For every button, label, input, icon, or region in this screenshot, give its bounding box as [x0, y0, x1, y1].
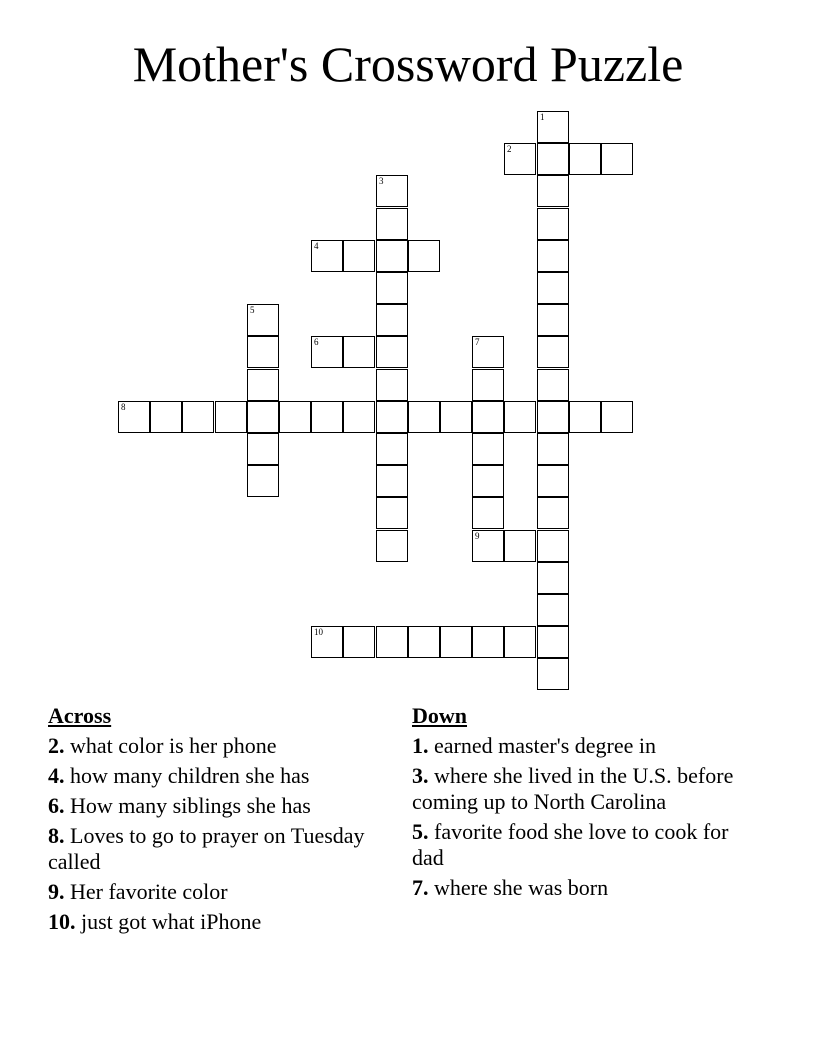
cell-number: 10	[314, 627, 323, 637]
clue-text: How many siblings she has	[70, 793, 311, 818]
crossword-cell[interactable]	[472, 336, 504, 368]
crossword-cell[interactable]	[247, 369, 279, 401]
crossword-cell[interactable]	[537, 143, 569, 175]
crossword-cell[interactable]	[408, 626, 440, 658]
cell-number: 7	[475, 337, 480, 347]
crossword-cell[interactable]	[569, 143, 601, 175]
across-heading: Across	[48, 703, 112, 728]
down-clue	[412, 733, 742, 759]
crossword-cell[interactable]	[343, 336, 375, 368]
crossword-cell[interactable]	[279, 401, 311, 433]
down-clue	[412, 763, 742, 815]
crossword-cell[interactable]	[376, 433, 408, 465]
crossword-cell[interactable]	[376, 497, 408, 529]
crossword-cell[interactable]	[376, 208, 408, 240]
down-clue	[412, 875, 742, 901]
crossword-cell[interactable]	[376, 465, 408, 497]
cell-number: 2	[507, 144, 512, 154]
crossword-cell[interactable]	[376, 336, 408, 368]
clue-text: what color is her phone	[70, 733, 277, 758]
crossword-cell[interactable]	[376, 401, 408, 433]
clue-number: 1.	[412, 733, 429, 758]
clue-number: 2.	[48, 733, 65, 758]
clue-number: 8.	[48, 823, 65, 848]
crossword-cell[interactable]	[537, 530, 569, 562]
cell-number: 6	[314, 337, 319, 347]
crossword-cell[interactable]	[215, 401, 247, 433]
cell-number: 9	[475, 531, 480, 541]
clue-number: 9.	[48, 879, 65, 904]
crossword-cell[interactable]	[537, 369, 569, 401]
down-heading: Down	[412, 703, 468, 728]
crossword-cell[interactable]	[472, 465, 504, 497]
clue-number: 6.	[48, 793, 65, 818]
crossword-cell[interactable]	[472, 401, 504, 433]
crossword-cell[interactable]	[472, 497, 504, 529]
crossword-cell[interactable]	[376, 272, 408, 304]
across-clue	[48, 909, 378, 935]
crossword-cell[interactable]	[311, 240, 343, 272]
across-clue	[48, 733, 378, 759]
crossword-cell[interactable]	[472, 530, 504, 562]
clue-text: where she was born	[434, 875, 609, 900]
crossword-cell[interactable]	[472, 369, 504, 401]
crossword-cell[interactable]	[504, 530, 536, 562]
crossword-cell[interactable]	[311, 626, 343, 658]
crossword-cell[interactable]	[376, 369, 408, 401]
crossword-cell[interactable]	[537, 465, 569, 497]
cell-number: 1	[540, 112, 545, 122]
crossword-cell[interactable]	[376, 175, 408, 207]
crossword-cell[interactable]	[376, 530, 408, 562]
crossword-cell[interactable]	[247, 465, 279, 497]
crossword-cell[interactable]	[537, 111, 569, 143]
crossword-cell[interactable]	[408, 401, 440, 433]
crossword-cell[interactable]	[537, 272, 569, 304]
crossword-cell[interactable]	[311, 336, 343, 368]
crossword-cell[interactable]	[537, 175, 569, 207]
clue-number: 3.	[412, 763, 429, 788]
crossword-cell[interactable]	[376, 626, 408, 658]
crossword-cell[interactable]	[343, 240, 375, 272]
crossword-cell[interactable]	[537, 208, 569, 240]
across-clues	[48, 703, 378, 939]
crossword-cell[interactable]	[376, 240, 408, 272]
crossword-cell[interactable]	[247, 336, 279, 368]
crossword-cell[interactable]	[504, 626, 536, 658]
clue-text: just got what iPhone	[81, 909, 262, 934]
cell-number: 8	[121, 402, 126, 412]
crossword-cell[interactable]	[537, 658, 569, 690]
crossword-cell[interactable]	[247, 433, 279, 465]
crossword-cell[interactable]	[440, 401, 472, 433]
across-clue	[48, 793, 378, 819]
crossword-cell[interactable]	[376, 304, 408, 336]
crossword-cell[interactable]	[601, 143, 633, 175]
crossword-cell[interactable]	[247, 401, 279, 433]
crossword-cell[interactable]	[537, 433, 569, 465]
crossword-cell[interactable]	[343, 401, 375, 433]
crossword-cell[interactable]	[601, 401, 633, 433]
clue-text: where she lived in the U.S. before coming up to North Carolina	[412, 763, 734, 814]
clue-text: how many children she has	[70, 763, 310, 788]
crossword-cell[interactable]	[537, 240, 569, 272]
crossword-cell[interactable]	[343, 626, 375, 658]
crossword-cell[interactable]	[472, 433, 504, 465]
clue-text: Loves to go to prayer on Tuesday called	[48, 823, 365, 874]
puzzle-title: Mother's Crossword Puzzle	[132, 36, 684, 92]
crossword-cell[interactable]	[537, 594, 569, 626]
crossword-cell[interactable]	[247, 304, 279, 336]
crossword-cell[interactable]	[537, 626, 569, 658]
cell-number: 5	[250, 305, 255, 315]
clue-number: 10.	[48, 909, 76, 934]
crossword-cell[interactable]	[537, 304, 569, 336]
crossword-cell[interactable]	[537, 497, 569, 529]
cell-number: 4	[314, 241, 319, 251]
crossword-cell[interactable]	[537, 562, 569, 594]
crossword-cell[interactable]	[182, 401, 214, 433]
clue-text: Her favorite color	[70, 879, 228, 904]
crossword-cell[interactable]	[472, 626, 504, 658]
cell-number: 3	[379, 176, 384, 186]
down-clue	[412, 819, 742, 871]
crossword-cell[interactable]	[504, 401, 536, 433]
crossword-cell[interactable]	[150, 401, 182, 433]
crossword-cell[interactable]	[537, 401, 569, 433]
crossword-cell[interactable]	[537, 336, 569, 368]
crossword-cell[interactable]	[504, 143, 536, 175]
down-clues	[412, 703, 742, 905]
across-clue	[48, 823, 378, 875]
across-clue	[48, 879, 378, 905]
crossword-cell[interactable]	[569, 401, 601, 433]
crossword-cell[interactable]	[408, 240, 440, 272]
clue-text: favorite food she love to cook for dad	[412, 819, 729, 870]
clue-number: 4.	[48, 763, 65, 788]
clue-text: earned master's degree in	[434, 733, 657, 758]
clue-number: 5.	[412, 819, 429, 844]
crossword-cell[interactable]	[440, 626, 472, 658]
crossword-cell[interactable]	[311, 401, 343, 433]
across-clue	[48, 763, 378, 789]
crossword-cell[interactable]	[118, 401, 150, 433]
clue-number: 7.	[412, 875, 429, 900]
